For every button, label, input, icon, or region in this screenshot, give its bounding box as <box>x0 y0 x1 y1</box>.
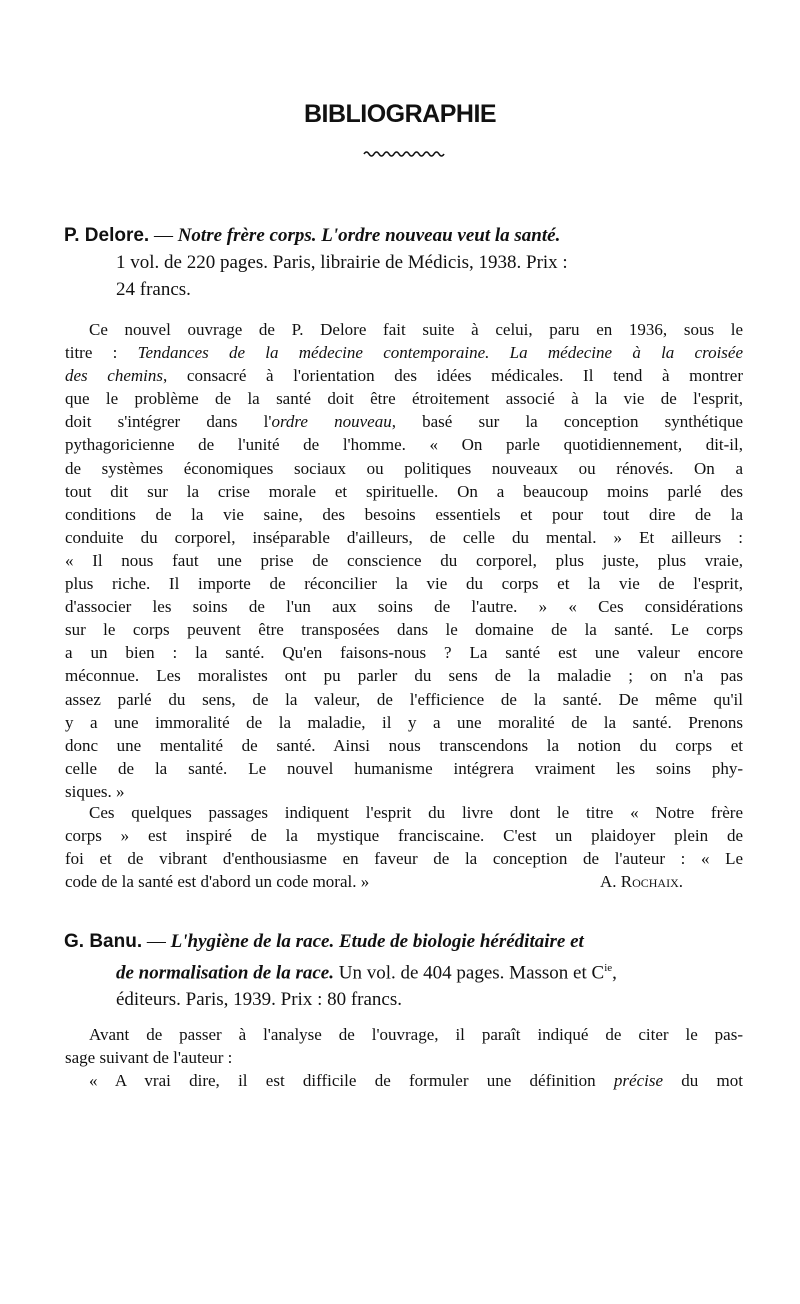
text-line: donc une mentalité de santé. Ainsi nous transcendons la notion du corps et <box>65 735 743 755</box>
text-line: corps » est inspiré de la mystique franciscaine. C'est un plaidoyer plein de <box>65 826 743 846</box>
text-line: Ces quelques passages indiquent l'esprit du livre dont le titre « Notre frère <box>89 803 743 822</box>
text-line: celle de la santé. Le nouvel humanisme intégrera vraiment les soins phy- <box>65 758 743 778</box>
italic-run: Tendances de la médecine contemporaine. La médecine à la croisée <box>137 343 743 363</box>
text-line <box>65 410 743 433</box>
entry2-author: G. Banu. <box>64 931 143 952</box>
text-line: méconnue. Les moralistes ont pu parler du sens de la maladie ; on n'a pas <box>65 666 743 686</box>
text-line: code de la santé est d'abord un code moral. » <box>65 872 370 892</box>
entry1-heading <box>64 222 752 303</box>
entry2-review-text <box>65 1023 743 1069</box>
text-line: y a une immoralité de la maladie, il y a une moralité de la santé. Prenons <box>65 712 743 732</box>
text-run: titre : <box>65 343 138 363</box>
entry1-signature-row <box>65 870 743 894</box>
entry1-review-text <box>65 318 743 803</box>
entry2-details-3: éditeurs. Paris, 1939. Prix : 80 francs. <box>116 989 403 1011</box>
entry2-quote <box>65 1069 743 1092</box>
entry2-quote-italic: précise <box>613 1071 664 1090</box>
text-run: doit s'intégrer dans l' <box>65 412 272 432</box>
text-line: que le problème de la santé doit être étroitement associé à la vie de l'esprit, <box>65 389 743 409</box>
entry2-details-2: Un vol. de 404 pages. Masson et C <box>333 962 605 984</box>
text-line: siques. » <box>65 781 125 801</box>
text-line: conduite du corporel, inséparable d'ailleurs, de celle du mental. » Et ailleurs : <box>65 527 743 547</box>
text-line: sage suivant de l'auteur : <box>65 1048 233 1068</box>
text-line: Avant de passer à l'analyse de l'ouvrage, il paraît indiqué de citer le pas- <box>89 1025 743 1044</box>
entry2-quote-end: du mot <box>663 1071 743 1090</box>
italic-run: des chemins <box>65 366 164 386</box>
text-line <box>65 341 743 364</box>
text-line: pythagoricienne de l'unité de l'homme. « On parle quotidiennement, dit-il, <box>65 435 743 455</box>
entry2-heading <box>64 928 752 1013</box>
text-line: tout dit sur la crise morale et spirituelle. On a beaucoup moins parlé des <box>65 481 743 501</box>
text-run: , basé sur la conception synthétique <box>391 412 744 432</box>
entry1-author: P. Delore. <box>64 225 150 246</box>
text-line: sur le corps peuvent être transposées dans le domaine de la santé. Le corps <box>65 620 743 640</box>
entry1-title: Notre frère corps. L'ordre nouveau veut la santé. <box>177 225 561 246</box>
entry1-details-2: 24 francs. <box>116 279 191 300</box>
text-line: a un bien : la santé. Qu'en faisons-nous ? La santé est une valeur encore <box>65 643 743 663</box>
page-title: BIBLIOGRAPHIE <box>303 100 497 128</box>
italic-run: ordre nouveau <box>271 412 392 432</box>
text-line: d'associer les soins de l'un aux soins de l'autre. » « Ces considérations <box>65 597 743 617</box>
text-line: foi et de vibrant d'enthousiasme en faveur de la conception de l'auteur : « Le <box>65 849 743 869</box>
text-line: « Il nous faut une prise de conscience du corporel, plus juste, plus vraie, <box>65 550 743 570</box>
decorative-ornament <box>362 148 446 160</box>
entry2-title-2: de normalisation de la race. <box>116 962 334 984</box>
text-line: de systèmes économiques sociaux ou politiques nouveaux ou rénovés. On a <box>65 458 743 478</box>
text-line <box>65 364 743 387</box>
entry1-details-1: 1 vol. de 220 pages. Paris, librairie de Médicis, 1938. Prix : <box>116 252 568 273</box>
text-run: , consacré à l'orientation des idées médicales. Il tend à montrer <box>163 366 743 386</box>
text-line: conditions de la vie saine, des besoins essentiels et pour tout dire de la <box>65 504 743 524</box>
entry2-quote-start: « A vrai dire, il est difficile de formuler une définition <box>89 1071 614 1090</box>
entry2-comma: , <box>612 962 617 984</box>
text-line: plus riche. Il importe de réconcilier la vie du corps et la vie de l'esprit, <box>65 574 743 594</box>
text-line: assez parlé du sens, de la valeur, de l'efficience de la santé. De même qu'il <box>65 689 743 709</box>
entry2-dash: — <box>146 931 166 952</box>
entry1-signature: A. Rochaix. <box>599 872 683 891</box>
entry2-sup: ie <box>604 962 613 974</box>
text-line: Ce nouvel ouvrage de P. Delore fait suite à celui, paru en 1936, sous le <box>89 320 743 339</box>
entry1-dash: — <box>153 225 173 246</box>
entry2-title-1: L'hygiène de la race. Etude de biologie héréditaire et <box>170 931 584 952</box>
